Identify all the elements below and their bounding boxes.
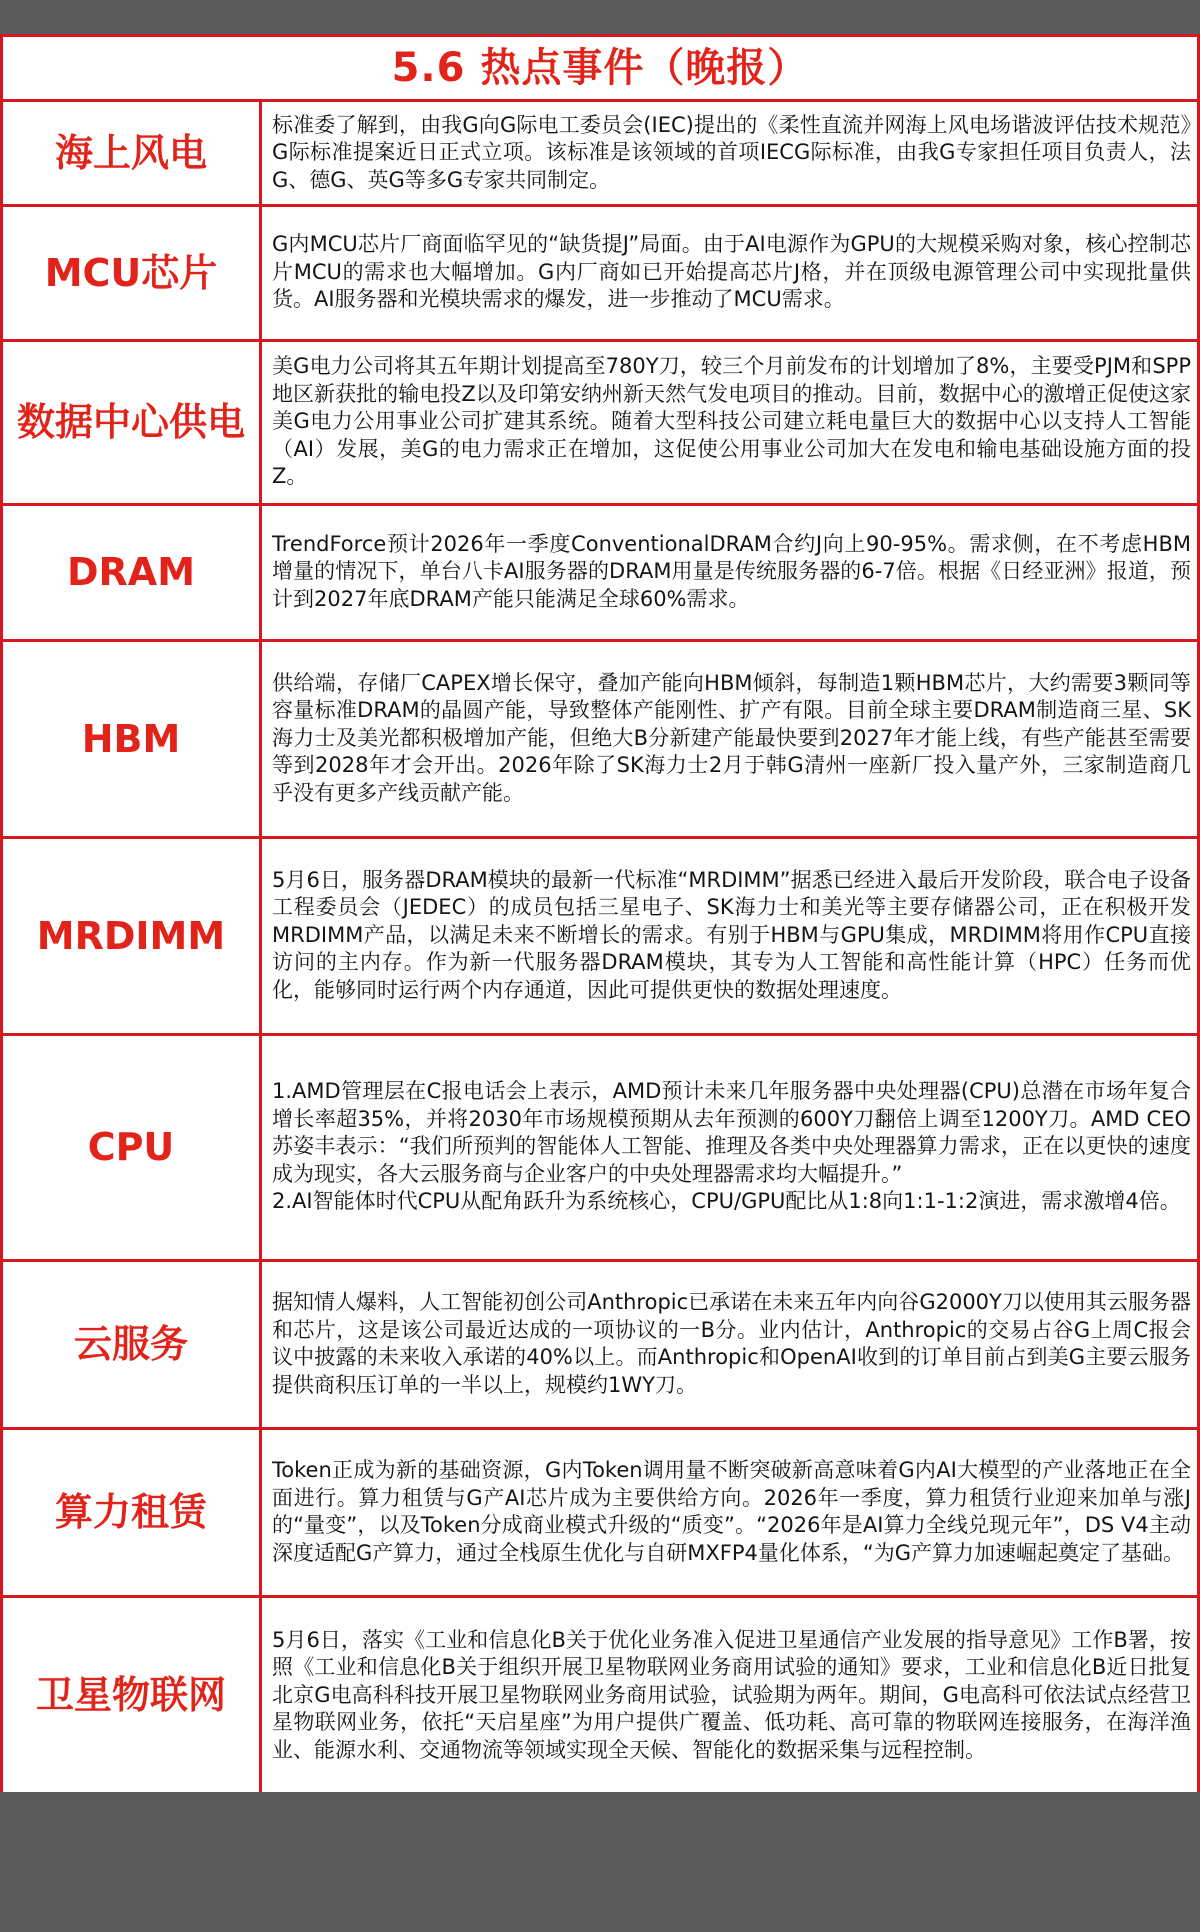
row-label: MRDIMM bbox=[3, 837, 261, 1034]
cpu-paragraph-1: 1.AMD管理层在C报电话会上表示，AMD预计未来几年服务器中央处理器(CPU)总潜在市场年复合增长率超35%，并将2030年市场规模预期从去年预测的600Y刀翻倍上调至1200Y刀。AMD CEO苏姿丰表示：“我们所预判的智能体人工智能、推理及各类中央处理器算力需求，正在以更快的速度成为现实，各大云服务商与企业客户的中央处理器需求均大幅提升。” bbox=[272, 1079, 1191, 1186]
table-row bbox=[3, 504, 1197, 640]
page-title: 5.6 热点事件（晚报） bbox=[3, 37, 1197, 102]
report-sheet bbox=[0, 34, 1200, 1796]
row-content: 美G电力公司将其五年期计划提高至780Y刀，较三个月前发布的计划增加了8%，主要受PJM和SPP地区新获批的输电投Z以及印第安纳州新天然气发电项目的推动。目前，数据中心的激增正促使这家美G电力公用事业公司扩建其系统。随着大型科技公司建立耗电量巨大的数据中心以支持人工智能（AI）发展，美G的电力需求正在增加，这促使公用事业公司加大在发电和输电基础设施方面的投Z。 bbox=[261, 340, 1198, 504]
row-label: 算力租赁 bbox=[3, 1428, 261, 1596]
row-label: HBM bbox=[3, 640, 261, 837]
row-label: 数据中心供电 bbox=[3, 340, 261, 504]
row-content: TrendForce预计2026年一季度ConventionalDRAM合约J向上90-95%。需求侧，在不考虑HBM增量的情况下，单台八卡AI服务器的DRAM用量是传统服务器的6-7倍。根据《日经亚洲》报道，预计到2027年底DRAM产能只能满足全球60%需求。 bbox=[261, 504, 1198, 640]
table-row bbox=[3, 1034, 1197, 1260]
row-content: 标准委了解到，由我G向G际电工委员会(IEC)提出的《柔性直流并网海上风电场谐波评估技术规范》G际标准提案近日正式立项。该标准是该领域的首项IECG际标准，由我G专家担任项目负责人，法G、德G、英G等多G专家共同制定。 bbox=[261, 102, 1198, 205]
row-label: MCU芯片 bbox=[3, 205, 261, 340]
table-row bbox=[3, 1596, 1197, 1793]
table-row bbox=[3, 640, 1197, 837]
row-label: 卫星物联网 bbox=[3, 1596, 261, 1793]
table-row bbox=[3, 1428, 1197, 1596]
table-row bbox=[3, 340, 1197, 504]
row-label: 海上风电 bbox=[3, 102, 261, 205]
row-content: 据知情人爆料，人工智能初创公司Anthropic已承诺在未来五年内向谷G2000Y刀以使用其云服务器和芯片，这是该公司最近达成的一项协议的一B分。业内估计，Anthropic的交易占谷G上周C报会议中披露的未来收入承诺的40%以上。而Anthropic和OpenAI收到的订单目前占到美G主要云服务提供商积压订单的一半以上，规模约1WY刀。 bbox=[261, 1260, 1198, 1428]
table-row bbox=[3, 205, 1197, 340]
row-label: CPU bbox=[3, 1034, 261, 1260]
bottom-band bbox=[0, 1792, 1200, 1932]
table-row bbox=[3, 1260, 1197, 1428]
row-content: 5月6日，落实《工业和信息化B关于优化业务准入促进卫星通信产业发展的指导意见》工作B署，按照《工业和信息化B关于组织开展卫星物联网业务商用试验的通知》要求，工业和信息化B近日批复北京G电高科科技开展卫星物联网业务商用试验，试验期为两年。期间，G电高科可依法试点经营卫星物联网业务，依托“天启星座”为用户提供广覆盖、低功耗、高可靠的物联网连接服务，在海洋渔业、能源水利、交通物流等领域实现全天候、智能化的数据采集与远程控制。 bbox=[261, 1596, 1198, 1793]
row-content: Token正成为新的基础资源，G内Token调用量不断突破新高意味着G内AI大模型的产业落地正在全面进行。算力租赁与G产AI芯片成为主要供给方向。2026年一季度，算力租赁行业迎来加单与涨J的“量变”，以及Token分成商业模式升级的“质变”。“2026年是AI算力全线兑现元年”，DS V4主动深度适配G产算力，通过全栈原生优化与自研MXFP4量化体系，“为G产算力加速崛起奠定了基础。 bbox=[261, 1428, 1198, 1596]
table-row bbox=[3, 837, 1197, 1034]
table-row bbox=[3, 102, 1197, 205]
row-label: DRAM bbox=[3, 504, 261, 640]
row-content: 5月6日，服务器DRAM模块的最新一代标准“MRDIMM”据悉已经进入最后开发阶段，联合电子设备工程委员会（JEDEC）的成员包括三星电子、SK海力士和美光等主要存储器公司，正在积极开发MRDIMM产品，以满足未来不断增长的需求。有别于HBM与GPU集成，MRDIMM将用作CPU直接访问的主内存。作为新一代服务器DRAM模块，其专为人工智能和高性能计算（HPC）任务而优化，能够同时运行两个内存通道，因此可提供更快的数据处理速度。 bbox=[261, 837, 1198, 1034]
events-table bbox=[3, 102, 1197, 1793]
top-band bbox=[0, 0, 1200, 34]
row-content: G内MCU芯片厂商面临罕见的“缺货提J”局面。由于AI电源作为GPU的大规模采购对象，核心控制芯片MCU的需求也大幅增加。G内厂商如已开始提高芯片J格，并在顶级电源管理公司中实现批量供货。AI服务器和光模块需求的爆发，进一步推动了MCU需求。 bbox=[261, 205, 1198, 340]
row-content: 供给端，存储厂CAPEX增长保守，叠加产能向HBM倾斜，每制造1颗HBM芯片，大约需要3颗同等容量标准DRAM的晶圆产能，导致整体产能刚性、扩产有限。目前全球主要DRAM制造商三星、SK海力士及美光都积极增加产能，但绝大B分新建产能最快要到2027年才能上线，有些产能甚至需要等到2028年才会开出。2026年除了SK海力士2月于韩G清州一座新厂投入量产外，三家制造商几乎没有更多产线贡献产能。 bbox=[261, 640, 1198, 837]
row-content bbox=[261, 1034, 1198, 1260]
row-label: 云服务 bbox=[3, 1260, 261, 1428]
cpu-paragraph-2: 2.AI智能体时代CPU从配角跃升为系统核心，CPU/GPU配比从1:8向1:1-1:2演进，需求激增4倍。 bbox=[272, 1189, 1181, 1214]
